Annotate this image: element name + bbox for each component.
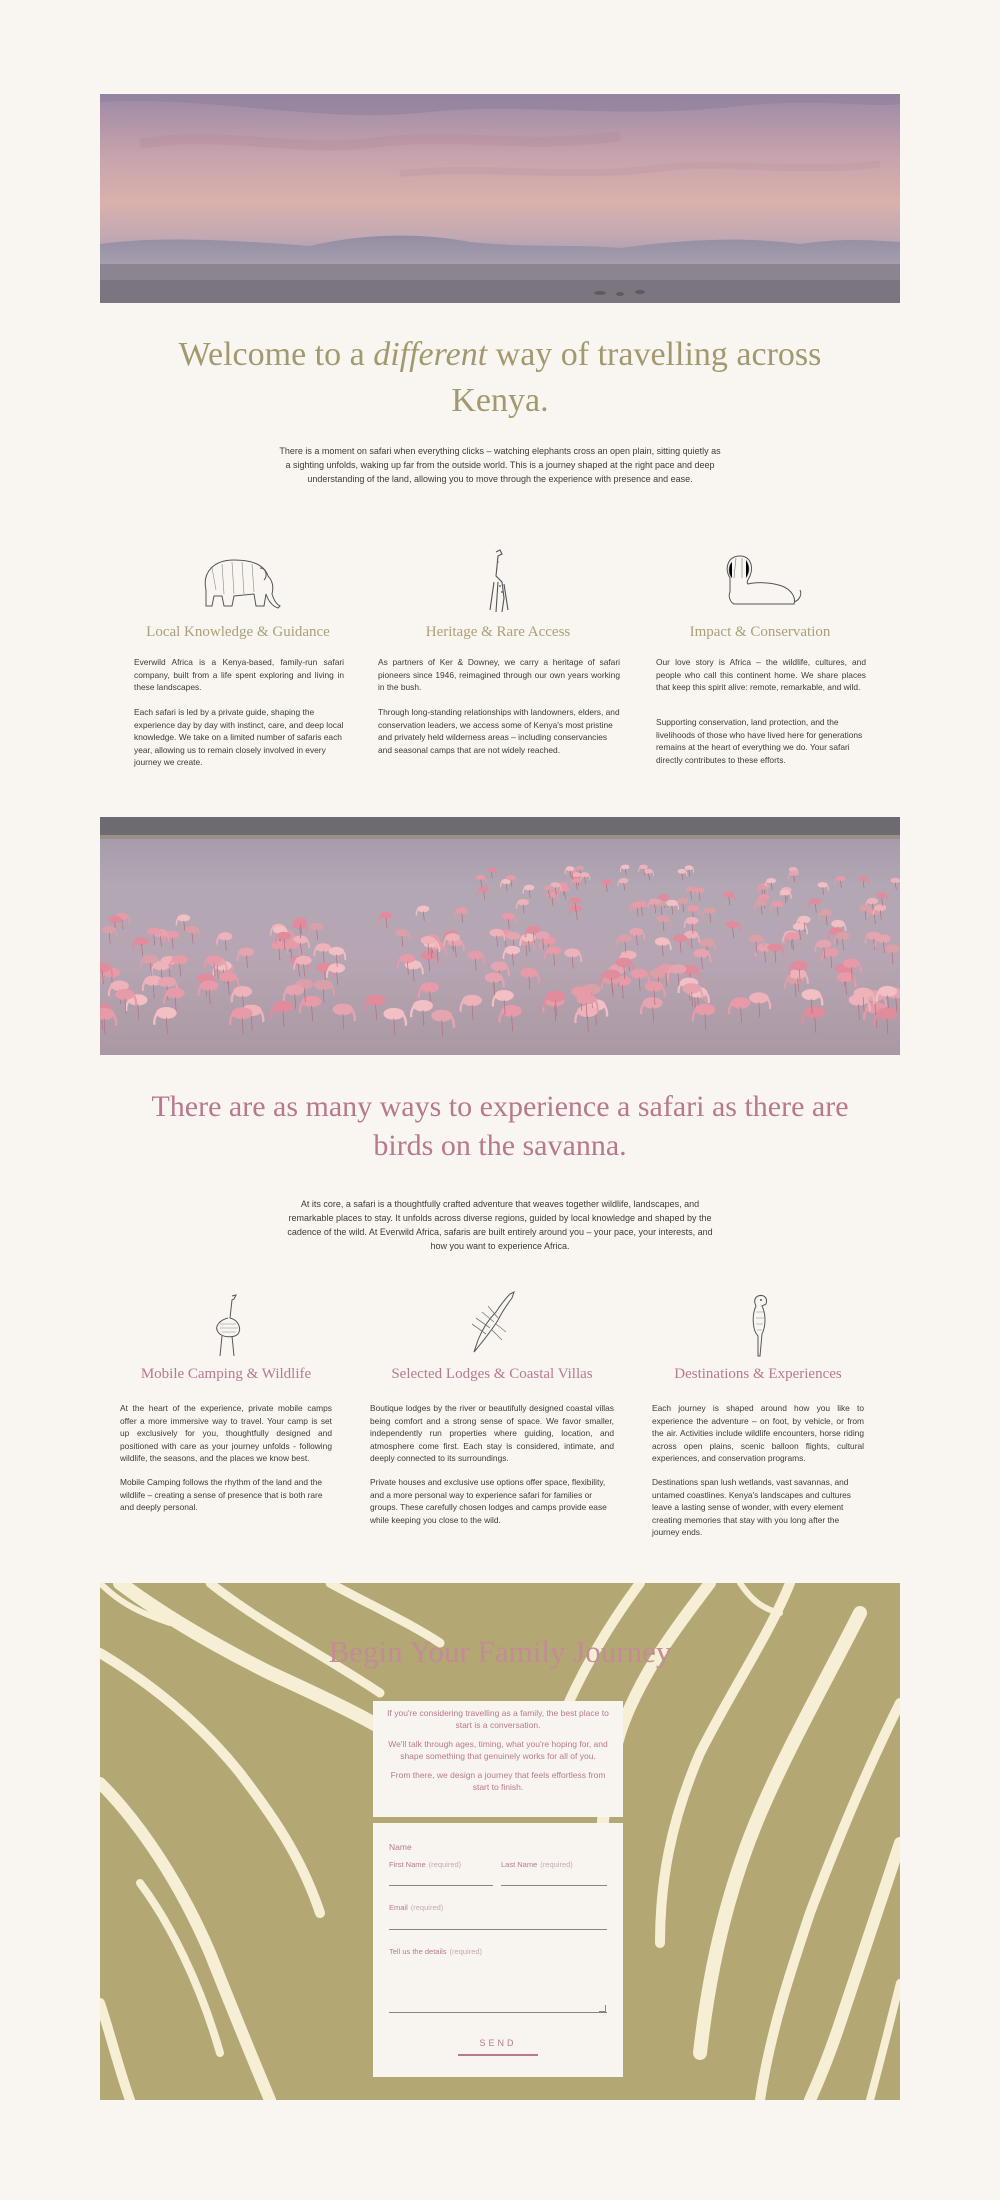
feature-heading: Selected Lodges & Coastal Villas bbox=[391, 1366, 593, 1382]
feature-text: Destinations span lush wetlands, vast savannas, and untamed coastlines. Kenya's landscapes and cultures leave a lasting sense of wonder, with every element creating memories that stay with you long after the journey ends. bbox=[652, 1477, 851, 1538]
send-button[interactable]: SEND bbox=[458, 2038, 538, 2056]
savanna-sunset-image bbox=[100, 94, 900, 303]
email-label: Email (required) bbox=[389, 1903, 444, 1912]
feature-text: Everwild Africa is a Kenya-based, family-run safari company, built from a life spent exploring and living in these landscapes. bbox=[134, 657, 344, 693]
feature-text: At the heart of the experience, private mobile camps offer a more immersive way to travel. Your camp is set up exclusively for you, thoughtfully designed and positioned with care as your journey unfolds - following wildlife, the seasons, and the places we know best. bbox=[120, 1403, 332, 1464]
feature-text: Mobile Camping follows the rhythm of the land and the wildlife – creating a sense of presence that is both rare and deeply personal. bbox=[120, 1477, 323, 1513]
feature-heading: Destinations & Experiences bbox=[674, 1366, 842, 1382]
feature-text: Through long-standing relationships with landowners, elders, and conservation leaders, we access some of Kenya's most pristine and privately held wilderness areas – including conservancies and seasonal camps that are not widely reached. bbox=[378, 707, 620, 755]
form-intro-text: If you're considering travelling as a family, the best place to start is a conversation. bbox=[387, 1708, 609, 1730]
feature-heading: Heritage & Rare Access bbox=[425, 624, 571, 640]
feature-text: Each safari is led by a private guide, shaping the experience day by day with instinct, care, and deep local knowledge. We take on a limited number of safaris each year, allowing us to remain closely involved in every journey we create. bbox=[134, 707, 344, 768]
welcome-heading: Welcome to a different way of travelling across Kenya. bbox=[178, 336, 822, 419]
last-name-input[interactable] bbox=[501, 1872, 607, 1886]
feature-text: Boutique lodges by the river or beautifully designed coastal villas being comfort and a strong sense of space. We favor smaller, independently run properties where guiding, location, and atmosphere come first. Each stay is considered, intimate, and deeply connected to its surroundings. bbox=[370, 1403, 614, 1464]
last-name-label: Last Name (required) bbox=[501, 1860, 573, 1869]
name-label: Name bbox=[389, 1842, 412, 1852]
giraffe-icon bbox=[480, 548, 514, 614]
ostrich-icon bbox=[208, 1292, 248, 1358]
feature-impact bbox=[654, 540, 866, 780]
feature-text: Private houses and exclusive use options offer space, flexibility, and a more personal way to experience safari for families or groups. These carefully chosen lodges and camps provide ease while keeping you close to the wild. bbox=[370, 1477, 607, 1525]
textarea-resize-handle[interactable] bbox=[599, 2005, 606, 2012]
safari-heading: There are as many ways to experience a safari as there are birds on the savanna. bbox=[151, 1090, 849, 1162]
details-textarea[interactable] bbox=[389, 1960, 607, 2013]
lion-icon bbox=[710, 548, 806, 610]
feature-destinations bbox=[652, 1284, 864, 1544]
elephant-icon bbox=[192, 550, 284, 612]
parrot-icon bbox=[744, 1290, 774, 1358]
safari-intro: At its core, a safari is a thoughtfully crafted adventure that weaves together wildlife, landscapes, and remarkable places to stay. It unfolds across diverse regions, guided by local knowledge and shaped by the cadence of the wild. At Everwild Africa, safaris are built entirely around you – your pace, your interests, and how you want to experience Africa. bbox=[287, 1199, 713, 1251]
eagle-icon bbox=[466, 1290, 520, 1356]
feature-lodges bbox=[370, 1284, 614, 1544]
flamingo-lake-image bbox=[100, 817, 900, 1055]
feature-heritage bbox=[376, 540, 620, 780]
form-intro-text: We'll talk through ages, timing, what you're hoping for, and shape something that genuinely works for all of you. bbox=[388, 1739, 608, 1761]
first-name-input[interactable] bbox=[389, 1872, 493, 1886]
details-label: Tell us the details (required) bbox=[389, 1947, 483, 1956]
feature-heading: Impact & Conservation bbox=[689, 624, 831, 640]
form-intro-card bbox=[373, 1701, 623, 1817]
email-input[interactable] bbox=[389, 1916, 607, 1930]
contact-form bbox=[373, 1823, 623, 2077]
first-name-label: First Name (required) bbox=[389, 1860, 462, 1869]
feature-mobile-camping bbox=[120, 1284, 332, 1544]
feature-heading: Mobile Camping & Wildlife bbox=[140, 1366, 312, 1382]
form-intro-text: From there, we design a journey that feels effortless from start to finish. bbox=[390, 1770, 606, 1792]
welcome-intro: There is a moment on safari when everything clicks – watching elephants cross an open plain, sitting quietly as a sighting unfolds, waking up far from the outside world. This is a journey shaped at the right pace and deep understanding of the land, allowing you to move through the experience with presence and ease. bbox=[279, 446, 721, 484]
feature-local-knowledge bbox=[132, 540, 344, 780]
feature-text: Our love story is Africa – the wildlife, cultures, and people who call this continent home. We share places that keep this spirit alive: remote, remarkable, and wild. bbox=[656, 657, 866, 693]
feature-text: As partners of Ker & Downey, we carry a heritage of safari pioneers since 1946, reimagined through our own years working in the bush. bbox=[378, 657, 620, 693]
feature-text: Supporting conservation, land protection, and the livelihoods of those who have lived here for generations remains at the heart of everything we do. Your safari directly contributes to these efforts. bbox=[656, 717, 863, 765]
feature-heading: Local Knowledge & Guidance bbox=[146, 624, 330, 640]
form-heading: Begin Your Family Journey bbox=[328, 1634, 672, 1669]
feature-text: Each journey is shaped around how you like to experience the adventure – on foot, by vehicle, or from the air. Activities include wildlife encounters, horse riding across open plains, scenic balloon flights, cultural experiences, and conservation programs. bbox=[652, 1403, 864, 1464]
